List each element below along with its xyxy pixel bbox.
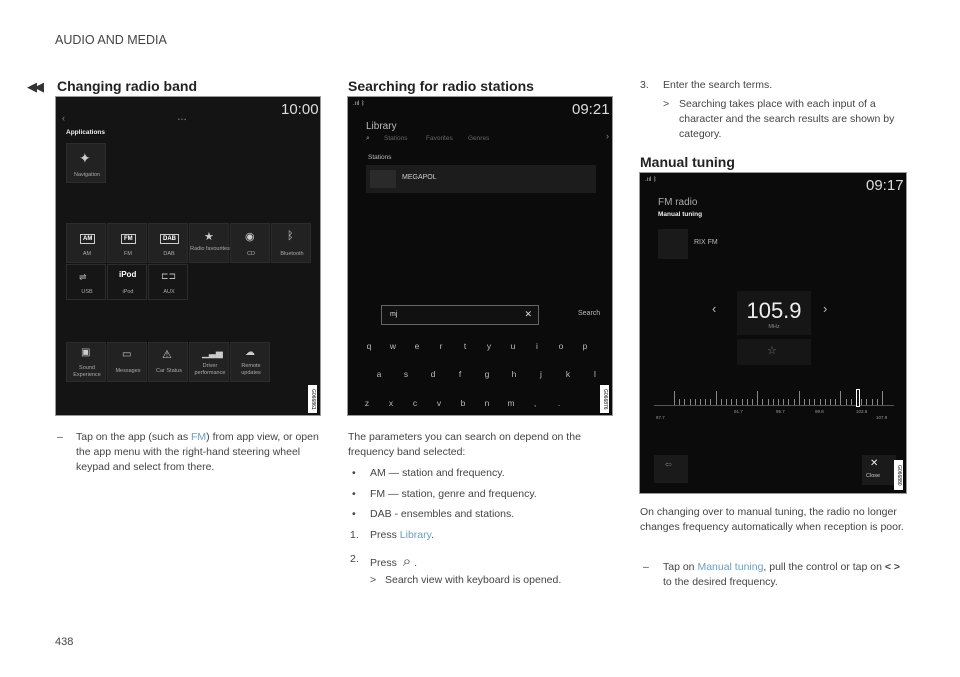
- page-number: 438: [55, 636, 74, 648]
- screenshot-manual-tuning: [639, 172, 907, 494]
- scale-tick: [804, 399, 805, 405]
- step-press-search: Press ⌕ .: [370, 553, 418, 570]
- navigation-label: Navigation: [74, 172, 100, 178]
- car-status-label: Car Status: [156, 368, 182, 374]
- key-k[interactable]: k: [565, 369, 571, 379]
- bullet-fm: FM — station, genre and frequency.: [370, 488, 537, 500]
- key-v[interactable]: v: [436, 398, 442, 408]
- key-e[interactable]: e: [414, 341, 420, 351]
- clock: 10:00: [281, 101, 319, 118]
- applications-label: Applications: [66, 129, 106, 136]
- scale-tick: [747, 399, 748, 405]
- scale-tick: [882, 391, 883, 405]
- scale-tick: [700, 399, 701, 405]
- scale-tick: [799, 391, 800, 405]
- scale-tick: [814, 399, 815, 405]
- dab-app[interactable]: [148, 223, 188, 263]
- ipod-app[interactable]: [107, 264, 147, 300]
- driver-performance-label: Driver performance: [194, 363, 226, 376]
- tab-favorites[interactable]: Favorites: [426, 135, 453, 142]
- tab-genres[interactable]: Genres: [468, 135, 490, 142]
- tune-down-icon[interactable]: ‹: [712, 301, 717, 316]
- close-button[interactable]: [862, 455, 896, 485]
- ipod-icon: iPod: [119, 270, 137, 279]
- figure-reference: G066880: [894, 460, 903, 490]
- key-f[interactable]: f: [458, 369, 462, 379]
- search-query: mj: [390, 311, 398, 318]
- step-result: Search view with keyboard is opened.: [385, 574, 562, 586]
- step-result: Searching takes place with each input of a character and the search results are shown by category.: [679, 98, 895, 140]
- scale-tick: [695, 399, 696, 405]
- library-title: Library: [366, 121, 397, 132]
- tab-stations[interactable]: Stations: [384, 135, 408, 142]
- messages-app[interactable]: [107, 342, 147, 382]
- prev-chevrons-icon[interactable]: ◀◀: [27, 79, 41, 94]
- speaker-icon: ▣: [81, 347, 91, 358]
- result-arrow: >: [370, 574, 377, 586]
- scale-tick: [684, 399, 685, 405]
- cd-app[interactable]: [230, 223, 270, 263]
- station-logo: [370, 170, 396, 188]
- star-icon: ☆: [767, 345, 777, 357]
- key-h[interactable]: h: [511, 369, 517, 379]
- bullet-dab: DAB - ensembles and stations.: [370, 508, 515, 520]
- bullet-marker: •: [352, 467, 356, 479]
- step-press-library: Press Library.: [370, 529, 435, 541]
- station-name: MEGAPOL: [402, 174, 437, 181]
- bullet-marker: •: [352, 508, 356, 520]
- close-label: Close: [866, 473, 881, 479]
- back-button[interactable]: [654, 455, 688, 483]
- intro-paragraph: The parameters you can search on depend on the frequency band selected:: [348, 431, 581, 458]
- frequency-display: [737, 291, 811, 335]
- key-x[interactable]: x: [388, 398, 394, 408]
- key-r[interactable]: r: [439, 341, 443, 351]
- message-icon: ▭: [122, 349, 132, 360]
- usb-icon: ⇌: [79, 272, 87, 282]
- screenshot-search-view: [347, 96, 613, 416]
- scale-tick: [742, 399, 743, 405]
- key-t[interactable]: t: [463, 341, 467, 351]
- manual-tuning-paragraph: On changing over to manual tuning, the radio no longer changes frequency automatically when reception is poor.: [640, 506, 904, 533]
- station-name: RIX FM: [694, 239, 718, 246]
- search-icon: ⌕: [402, 553, 412, 570]
- fm-radio-title: FM radio: [658, 197, 698, 208]
- clock: 09:21: [572, 101, 610, 118]
- stations-label: Stations: [368, 154, 392, 161]
- search-button[interactable]: Search: [578, 310, 601, 317]
- navigation-icon: ✦: [79, 150, 91, 166]
- scale-tick: [726, 399, 727, 405]
- warning-icon: ⚠: [162, 349, 172, 361]
- heading-searching: Searching for radio stations: [348, 78, 534, 94]
- back-icon: ⇦: [665, 460, 672, 469]
- scale-tick: [783, 399, 784, 405]
- am-app[interactable]: [66, 223, 106, 263]
- bluetooth-label: Bluetooth: [280, 251, 304, 257]
- scale-tick: [752, 399, 753, 405]
- sound-experience-app[interactable]: [66, 342, 106, 382]
- screenshot-app-view: [55, 96, 321, 416]
- dab-icon: DAB: [160, 234, 179, 244]
- scale-tick: [794, 399, 795, 405]
- am-icon: AM: [80, 234, 95, 244]
- scale-tick: [690, 399, 691, 405]
- scale-tick: [788, 399, 789, 405]
- key-y[interactable]: y: [486, 341, 492, 351]
- key-i[interactable]: i: [536, 341, 538, 351]
- scale-label: 99.8: [815, 409, 824, 414]
- scale-tick: [731, 399, 732, 405]
- key-s[interactable]: s: [403, 369, 409, 379]
- result-arrow: >: [663, 98, 670, 110]
- scale-tick: [721, 399, 722, 405]
- scale-tick: [820, 399, 821, 405]
- tune-up-icon[interactable]: ›: [823, 301, 828, 316]
- radio-favourites-app[interactable]: [189, 223, 229, 263]
- step-number: 2.: [350, 553, 359, 565]
- scale-tick: [762, 399, 763, 405]
- aux-label: AUX: [163, 289, 175, 295]
- scale-tick: [861, 399, 862, 405]
- key-period[interactable]: .: [557, 398, 561, 408]
- scale-tick: [716, 391, 717, 405]
- key-w[interactable]: w: [389, 341, 397, 351]
- driver-performance-app[interactable]: [189, 342, 229, 382]
- scale-tick: [736, 399, 737, 405]
- manual-tuning-label: Manual tuning: [658, 211, 703, 218]
- step-enter-search: Enter the search terms.: [663, 79, 773, 91]
- scale-tick: [809, 399, 810, 405]
- scale-label: 103.8: [856, 409, 868, 414]
- scale-label: 87.7: [656, 415, 665, 420]
- scale-tick: [674, 391, 675, 405]
- scale-tick: [877, 399, 878, 405]
- step-number: 1.: [350, 529, 359, 541]
- bluetooth-app[interactable]: [271, 223, 311, 263]
- usb-app[interactable]: [66, 264, 106, 300]
- key-a[interactable]: a: [376, 369, 382, 379]
- key-p[interactable]: p: [582, 341, 588, 351]
- fm-app[interactable]: [107, 223, 147, 263]
- usb-label: USB: [81, 289, 93, 295]
- station-row[interactable]: [366, 165, 596, 193]
- heading-changing-radio-band: Changing radio band: [57, 78, 197, 94]
- remote-updates-app[interactable]: [230, 342, 270, 382]
- scale-tick: [835, 399, 836, 405]
- page-dots: • • ▪: [178, 117, 187, 123]
- step-tap-app: Tap on the app (such as FM) from app view, or open the app menu with the right-hand steering wheel keypad and select from there.: [76, 431, 319, 473]
- radio-favourites-label: Radio favourites: [190, 246, 230, 252]
- key-c[interactable]: c: [412, 398, 418, 408]
- scale-tick: [830, 399, 831, 405]
- navigation-app[interactable]: [66, 143, 106, 183]
- aux-app[interactable]: [148, 264, 188, 300]
- clock: 09:17: [866, 177, 904, 194]
- scale-tick: [710, 399, 711, 405]
- scale-tick: [757, 391, 758, 405]
- messages-label: Messages: [115, 368, 141, 374]
- scale-tick: [840, 391, 841, 405]
- back-icon: ‹: [62, 113, 65, 123]
- scale-tick: [768, 399, 769, 405]
- close-icon: ✕: [870, 458, 879, 469]
- car-status-app[interactable]: [148, 342, 188, 382]
- fm-icon: FM: [121, 234, 136, 244]
- disc-icon: ◉: [245, 231, 255, 243]
- key-l[interactable]: l: [594, 369, 596, 379]
- bluetooth-icon: ᛒ: [287, 230, 294, 242]
- ipod-label: iPod: [122, 289, 134, 295]
- scale-tick: [851, 399, 852, 405]
- key-q[interactable]: q: [366, 341, 372, 351]
- scale-tick: [846, 399, 847, 405]
- scale-label: 95.7: [776, 409, 785, 414]
- section-header: AUDIO AND MEDIA: [55, 33, 167, 47]
- step-dash: –: [57, 431, 63, 443]
- scale-tick: [872, 399, 873, 405]
- clear-icon[interactable]: ✕: [524, 309, 532, 319]
- figure-reference: G066876: [600, 385, 609, 413]
- scale-tick: [778, 399, 779, 405]
- favourite-button[interactable]: [737, 339, 811, 365]
- signal-bluetooth-icon: .ııl ᛒ: [645, 177, 657, 183]
- key-b[interactable]: b: [460, 398, 466, 408]
- chevron-right-icon[interactable]: ›: [606, 131, 609, 141]
- key-d[interactable]: d: [430, 369, 436, 379]
- step-manual-tuning: Tap on Manual tuning, pull the control or tap on < > to the desired frequency.: [663, 561, 901, 588]
- scale-label: 107.9: [876, 415, 888, 420]
- cloud-icon: ☁: [245, 347, 255, 358]
- scale-tick: [866, 399, 867, 405]
- bullet-marker: •: [352, 488, 356, 500]
- scale-tick: [679, 399, 680, 405]
- step-number: 3.: [640, 79, 649, 91]
- scale-label: 91.7: [734, 409, 743, 414]
- bar-chart-icon: ▁▃▅: [202, 348, 223, 358]
- heading-manual-tuning: Manual tuning: [640, 154, 735, 170]
- figure-reference: G066861: [308, 385, 317, 413]
- signal-bluetooth-icon: .ııl ᛒ: [353, 101, 365, 107]
- am-label: AM: [82, 251, 92, 257]
- star-icon: ★: [204, 231, 214, 243]
- key-u[interactable]: u: [510, 341, 516, 351]
- key-n[interactable]: n: [484, 398, 490, 408]
- search-input[interactable]: [381, 305, 539, 325]
- tuning-marker[interactable]: [856, 389, 860, 407]
- aux-icon: ⊏⊐: [161, 271, 177, 281]
- frequency-value: 105.9: [746, 298, 802, 323]
- scale-tick: [705, 399, 706, 405]
- key-m[interactable]: m: [507, 398, 515, 408]
- step-dash: –: [643, 561, 649, 573]
- sound-experience-label: Sound Experience: [73, 365, 101, 378]
- bullet-am: AM — station and frequency.: [370, 467, 505, 479]
- key-g[interactable]: g: [484, 369, 490, 379]
- scale-tick: [773, 399, 774, 405]
- frequency-unit: MHz: [768, 324, 780, 330]
- fm-label: FM: [124, 251, 132, 257]
- key-o[interactable]: o: [558, 341, 564, 351]
- key-j[interactable]: j: [540, 369, 542, 379]
- key-z[interactable]: z: [364, 398, 370, 408]
- key-comma[interactable]: ,: [533, 398, 537, 408]
- cd-label: CD: [247, 251, 255, 257]
- remote-updates-label: Remote updates: [241, 363, 261, 376]
- scale-tick: [825, 399, 826, 405]
- dab-label: DAB: [163, 251, 175, 257]
- station-logo: [658, 229, 688, 259]
- search-icon[interactable]: ⌕: [366, 135, 370, 142]
